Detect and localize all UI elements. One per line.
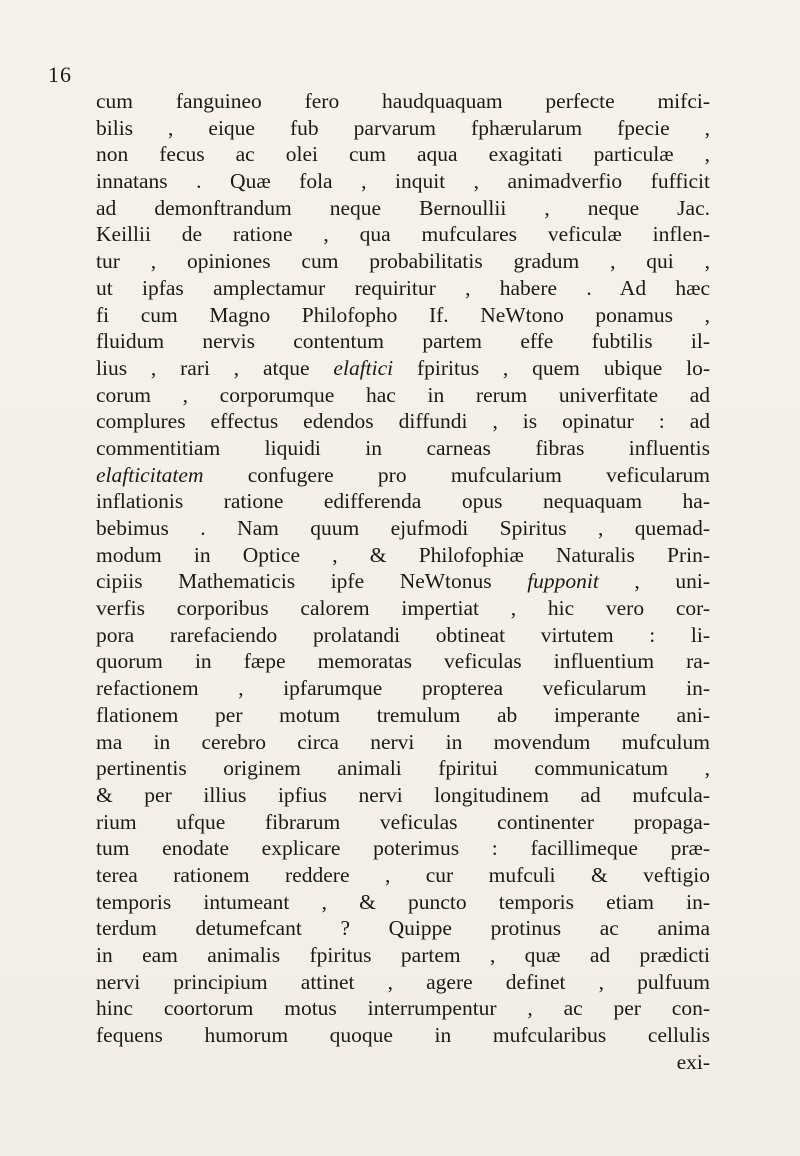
text-line: fluidum nervis contentum partem effe fubtilis il-: [96, 329, 710, 354]
text-line: cipiis Mathematicis ipfe NeWtonus fupponit , uni-: [96, 569, 710, 594]
text-line: modum in Optice , & Philofophiæ Naturalis Prin-: [96, 542, 710, 567]
text-line: temporis intumeant , & puncto temporis etiam in-: [96, 889, 710, 914]
text-line: rium ufque fibrarum veficulas continenter propaga-: [96, 809, 710, 834]
text-line: & per illius ipfius nervi longitudinem ad mufcula-: [96, 782, 710, 807]
text-line: bilis , eique fub parvarum fphærularum fpecie ,: [96, 115, 710, 140]
text-line: tum enodate explicare poterimus : facillimeque præ-: [96, 836, 710, 861]
text-line: elafticitatem confugere pro mufcularium veficularum: [96, 462, 710, 487]
text-line: pertinentis originem animali fpiritui communicatum ,: [96, 756, 710, 781]
text-line: corum , corporumque hac in rerum univerfitate ad: [96, 382, 710, 407]
italic-word: elaftici: [333, 355, 394, 380]
text-line: commentitiam liquidi in carneas fibras influentis: [96, 435, 710, 460]
text-line: pora rarefaciendo prolatandi obtineat virtutem : li-: [96, 622, 710, 647]
text-line: flationem per motum tremulum ab imperante ani-: [96, 702, 710, 727]
text-line: hinc coortorum motus interrumpentur , ac per con-: [96, 996, 710, 1021]
text-line: inflationis ratione edifferenda opus nequaquam ha-: [96, 489, 710, 514]
text-line: in eam animalis fpiritus partem , quæ ad prædicti: [96, 943, 710, 967]
text-line: refactionem , ipfarumque propterea veficularum in-: [96, 676, 710, 701]
text-line: bebimus . Nam quum ejufmodi Spiritus , quemad-: [96, 516, 710, 540]
text-line: fi cum Magno Philofopho If. NeWtono ponamus ,: [96, 302, 710, 327]
text-line: Keillii de ratione , qua mufculares veficulæ inflen-: [96, 222, 710, 247]
text-line: lius , rari , atque elaftici fpiritus , quem ubique lo-: [96, 355, 710, 380]
text-line: ma in cerebro circa nervi in movendum mufculum: [96, 729, 710, 754]
text-line: terea rationem reddere , cur mufculi & veftigio: [96, 862, 710, 887]
body-text: [96, 88, 710, 1075]
text-line: nervi principium attinet , agere definet , pulfuum: [96, 969, 710, 994]
text-line: quorum in fæpe memoratas veficulas influentium ra-: [96, 649, 710, 674]
italic-word: elafticitatem: [96, 462, 204, 487]
text-line: complures effectus edendos diffundi , is opinatur : ad: [96, 409, 710, 434]
text-line: cum fanguineo fero haudquaquam perfecte mifci-: [96, 89, 710, 113]
text-line: terdum detumefcant ? Quippe protinus ac anima: [96, 916, 710, 941]
text-line: fequens humorum quoque in mufcularibus cellulis: [96, 1023, 710, 1048]
text-line: non fecus ac olei cum aqua exagitati particulæ ,: [96, 142, 710, 167]
text-line: tur , opiniones cum probabilitatis gradum , qui ,: [96, 249, 710, 274]
text-line: verfis corporibus calorem impertiat , hic vero cor-: [96, 596, 710, 621]
text-line: ad demonftrandum neque Bernoullii , neque Jac.: [96, 195, 710, 220]
page-number: 16: [48, 62, 72, 87]
text-line: innatans . Quæ fola , inquit , animadverfio fufficit: [96, 169, 710, 194]
text-line: ut ipfas amplectamur requiritur , habere . Ad hæc: [96, 275, 710, 300]
catchword: exi-: [676, 1049, 710, 1074]
italic-word: fupponit: [527, 569, 599, 594]
